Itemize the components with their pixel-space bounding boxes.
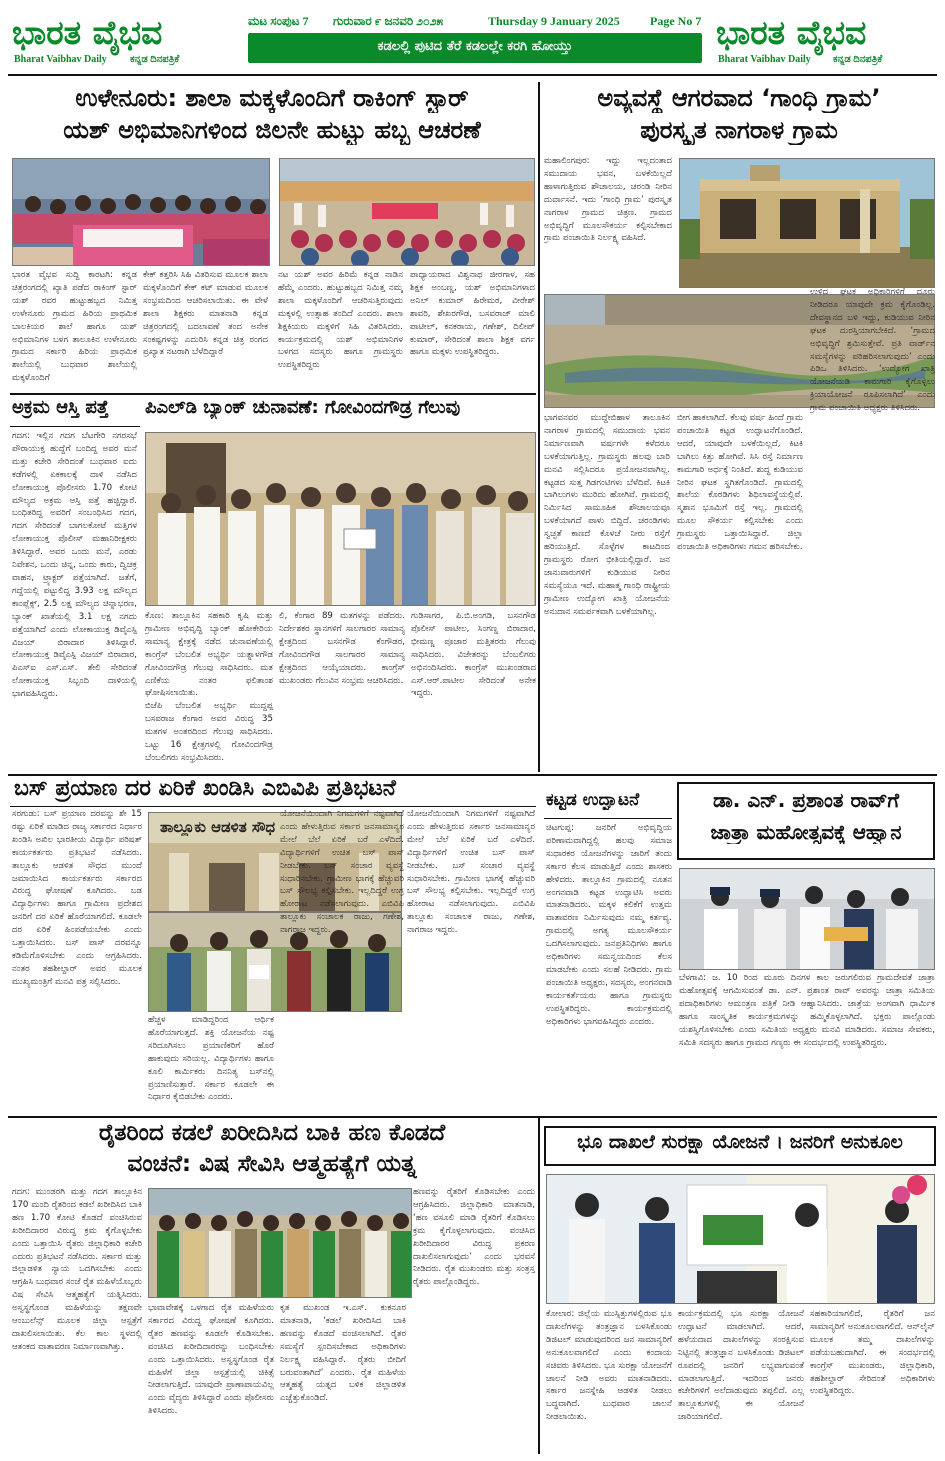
article7-headline-line1: ಡಾ. ಎನ್. ಪ್ರಶಾಂತ ರಾವ್‌ಗೆ (712, 788, 900, 812)
column-divider (538, 82, 540, 772)
article7-headline-line2: ಜಾತ್ರಾ ಮಹೋತ್ಸವಕ್ಕೆ ಆಹ್ವಾನ (710, 820, 902, 844)
article8-headline-line1: ರೈತರಿಂದ ಕಡಲೆ ಖರೀದಿಸಿದ ಬಾಕಿ ಹಣ ಕೊಡದೆ (98, 1120, 446, 1146)
article4-headline-line2: ಪುರಸ್ಕೃತ ನಾಗರಾಳ ಗ್ರಾಮ (640, 116, 838, 144)
article2-body: ಗದಗ: ಇಲ್ಲಿನ ಗದಗ ಬೆಟಗೇರಿ ನಗರಸಭೆ ಪೌರಾಯುಕ್ತ ಹುದ್ದೆಗೆ ಬಂದಿದ್ದ ಅವರ ಮನೆ ಮತ್ತು ಕಚೇರಿ ಸೇರಿದಂತೆ ಬುಧವಾರ ಐದು ಕಡೆಗಳಲ್ಲಿ ಏಕಕಾಲಕ್ಕೆ ದಾಳಿ ನಡೆಸಿದ ಲೋಕಾಯುಕ್ತ ಪೊಲೀಸರು 1.70 ಕೋಟಿ ಮೌಲ್ಯದ ಅಕ್ರಮ ಆಸ್ತಿ ಪತ್ತೆ ಹಚ್ಚಿದ್ದಾರೆ. ಬಂಧಿತರಿದ್ದ ಅವರಿಗೆ ಸಂಬಂಧಿಸಿದ ಗದಗ, ಗದಗ ಸೇರಿದಂತೆ ಬಾಗಲಕೋಟೆ ಮತ್ತಿಗಳ ಲೋಕಾಯುಕ್ತ ಪೊಲೀಸ್ ಮಹಾನಿರೀಕ್ಷಕರು ತಿಳಿಸಿದ್ದಾರೆ. ಅವರ ಒಂದು ಮನೆ, ಎರಡು ನಿವೇಶನ, ಒಂದು ಚಿನ್ನ, ಒಂದು ಕಾರು, ದ್ವಿಚಕ್ರ ವಾಹನ, ಟ್ರ್ಯಾಕ್ಟರ್ ಪತ್ತೆಯಾಗಿದೆ. ಜತೆಗೆ, ಗದ್ದೆಯಲ್ಲಿ ಪಟ್ಟುಲಿದ್ದ 3.93 ಲಕ್ಷ ಮೌಲ್ಯದ ಕಾಂಪ್ಲೆಕ್ಸ್, 2.5 ಲಕ್ಷ ಮೌಲ್ಯದ ಚಿನ್ನಾಭರಣ, ಬ್ಯಾಂಕ್ ಖಾತೆಯಲ್ಲಿ 3.1 ಲಕ್ಷ ನಗದು ಪತ್ತೆಯಾಗಿದೆ ಎಂದು ಲೋಕಾಯುಕ್ತ ಡಿವೈಎಸ್ಪಿ ವಿಜಯ್ ಬಿರಾದಾರ ತಿಳಿಸಿದ್ದಾರೆ. ಲೋಕಾಯುಕ್ತ ಡಿವೈಎಸ್ಪಿ ವಿಜಯ್ ಬಿರಾದಾರ, ಪಿಎಸ್ಐ ಎಸ್.ಎಸ್. ತೇಲಿ ಸೇರಿದಂತೆ ಲೋಕಾಯುಕ್ತ ಸಿಬ್ಬಂದಿ ದಾಳಿಯಲ್ಲಿ ಭಾಗವಹಿಸಿದ್ದರು. (12, 431, 137, 700)
lower-column-divider (538, 1118, 540, 1454)
volume-label: ಮಟ ಸಂಪುಟ 7 (248, 14, 309, 28)
article6-body: ಚಿಟಗುಪ್ಪ: ಜನರಿಗೆ ಅಭಿವೃದ್ಧಿಯ ಪರಿಣಾಮವಾಗಿದ್ದಲ್ಲಿ ಹಲವು ಸಮಾಜ ಸುಧಾರಕರ ಯೋಜನೆಗಳನ್ನು ಜಾರಿಗೆ ತಂದು ಸರ್ಕಾರ ಕೆಲಸ ಮಾಡುತ್ತಿದೆ ಎಂದು ಶಾಸಕರು ಹೇಳಿದರು. ತಾಲ್ಲೂಕಿನ ಗ್ರಾಮದಲ್ಲಿ ನೂತನ ಅಂಗನವಾಡಿ ಕಟ್ಟಡ ಉದ್ಘಾಟಿಸಿ ಅವರು ಮಾತನಾಡಿದರು. ಮಕ್ಕಳ ಕಲಿಕೆಗೆ ಉತ್ತಮ ವಾತಾವರಣ ನಿರ್ಮಿಸುವುದು ನಮ್ಮ ಕರ್ತವ್ಯ. ಗ್ರಾಮದಲ್ಲಿ ಅಗತ್ಯ ಮೂಲಸೌಕರ್ಯ ಒದಗಿಸಲಾಗುವುದು. ಜನಪ್ರತಿನಿಧಿಗಳು ಹಾಗೂ ಅಧಿಕಾರಿಗಳು ಸಮನ್ವಯದಿಂದ ಕೆಲಸ ಮಾಡಬೇಕು ಎಂದು ಸಲಹೆ ನೀಡಿದರು. ಗ್ರಾಮ ಪಂಚಾಯಿತಿ ಅಧ್ಯಕ್ಷರು, ಸದಸ್ಯರು, ಅಂಗನವಾಡಿ ಕಾರ್ಯಕರ್ತೆಯರು ಹಾಗೂ ಗ್ರಾಮಸ್ಥರು ಉಪಸ್ಥಿತರಿದ್ದರು. ಕಾರ್ಯಕ್ರಮದಲ್ಲಿ ಅಧಿಕಾರಿಗಳು ಭಾಗವಹಿಸಿದ್ದರು ಎಂದರು. (546, 823, 672, 1027)
tagline-banner: ಕಡಲಲ್ಲಿ ಪುಟಿದ ತೆರೆ ಕಡಲಲ್ಲೇ ಕರಗಿ ಹೋಯ್ತು (248, 33, 702, 63)
article5-headline: ಬಸ್ ಪ್ರಯಾಣ ದರ ಏರಿಕೆ ಖಂಡಿಸಿ ಎಬಿವಿಪಿ ಪ್ರತಿಭಟನೆ (14, 776, 396, 801)
article1-column3: ನಟ ಯಶ್ ಅವರ ಹಿರಿಮೆ ಕನ್ನಡ ನಾಡಿನ ಹೆಮ್ಮೆ ಎಂದರು. ಹುಟ್ಟುಹಬ್ಬದ ನಿಮಿತ್ತ ನಮ್ಮ ಶಾಲಾ ಮಕ್ಕಳೊಂದಿಗೆ ಆಚರಿಸುತ್ತಿರುವುದು ಮಕ್ಕಳಲ್ಲಿ ಉತ್ಸಾಹ ತಂದಿದೆ ಎಂದರು. ಶಾಲಾ ಶಿಕ್ಷಕಿಯರು ಮಕ್ಕಳಿಗೆ ಸಿಹಿ ವಿತರಿಸಿದರು. ಕಾರ್ಯಕ್ರಮದಲ್ಲಿ ಯಶ್ ಅಭಿಮಾನಿಗಳ ಬಳಗದ ಸದಸ್ಯರು ಹಾಗೂ ಗ್ರಾಮಸ್ಥರು ಉಪಸ್ಥಿತರಿದ್ದರು (278, 270, 403, 371)
article1-column2: ಕೇಕ್ ಕತ್ತರಿಸಿ ಸಿಹಿ ವಿತರಿಸುವ ಮೂಲಕ ಶಾಲಾ ಮಕ್ಕಳೊಂದಿಗೆ ಕೇಕ್ ಕಟ್ ಮಾಡುವ ಮೂಲಕ ಸಂಭ್ರಮದಿಂದ ಆಚರಿಸಲಾಯಿತು. ಈ ವೇಳೆ ಶಾಲಾ ಶಿಕ್ಷಕರು ಮಾತನಾಡಿ ಕನ್ನಡ ಚಿತ್ರರಂಗದಲ್ಲಿ ಬದಲಾವಣೆ ತಂದ ಅನೇಕ ಸಂಕಷ್ಟಗಳನ್ನು ಎದುರಿಸಿ ಕನ್ನಡ ಚಿತ್ರ ರಂಗದ ಪ್ರಖ್ಯಾತ ನಟರಾಗಿ ಬೆಳೆದಿದ್ದಾರೆ (143, 270, 268, 358)
article5-column2: ಹೆಚ್ಚಳ ಮಾಡಿದ್ದರಿಂದ ಆರ್ಥಿಕ ಹೊರೆಯಾಗುತ್ತದೆ. ಶಕ್ತಿ ಯೋಜನೆಯ ನಷ್ಟ ಸರಿದೂಗಿಸಲು ಪ್ರಯಾಣಿಕರಿಗೆ ಹೊರೆ ಹಾಕುವುದು ಸರಿಯಲ್ಲ. ವಿದ್ಯಾರ್ಥಿಗಳು ಹಾಗೂ ಕೂಲಿ ಕಾರ್ಮಿಕರು ದಿನನಿತ್ಯ ಬಸ್‌ನಲ್ಲಿ ಪ್ರಯಾಣಿಸುತ್ತಾರೆ. ಸರ್ಕಾರ ಕೂಡಲೇ ಈ ನಿರ್ಧಾರ ಕೈಬಿಡಬೇಕು ಎಂದರು. (148, 1015, 274, 1103)
article8-photo-protest (148, 1188, 412, 1298)
article1-headline-line1: ಉಳೇನೂರು: ಶಾಲಾ ಮಕ್ಕಳೊಂದಿಗೆ ರಾಕಿಂಗ್ ಸ್ಟಾರ್ (75, 84, 469, 112)
article3-column1: ಕೊಣ: ತಾಲ್ಲೂಕಿನ ಸಹಕಾರಿ ಕೃಷಿ ಮತ್ತು ಗ್ರಾಮೀಣ ಅಭಿವೃದ್ಧಿ ಬ್ಯಾಂಕ್ ಹೋಕೇರಿಯ ಸಾಮಾನ್ಯ ಕ್ಷೇತ್ರಕ್ಕೆ ನಡೆದ ಚುನಾವಣೆಯಲ್ಲಿ ಕಾಂಗ್ರೆಸ್ ಬೆಂಬಲಿತ ಅಭ್ಯರ್ಥಿ ಯತ್ನಾಳಗೌಡ ಗೋವಿಂದಗೌಡ್ರ ಗೆಲುವು ಸಾಧಿಸಿದರು. ಮತ ಎಣಿಕೆಯ ನಂತರ ಫಲಿತಾಂಶ ಘೋಷಿಸಲಾಯಿತು. (145, 611, 273, 698)
article3-photo-winners-group (145, 432, 536, 606)
article8-column4: ಹಣವನ್ನು ರೈತರಿಗೆ ಕೊಡಿಸಬೇಕು ಎಂದು ಆಗ್ರಹಿಸಿದರು. ಜಿಲ್ಲಾಧಿಕಾರಿ ಮಾತನಾಡಿ, ‘ಹಣ ವಸೂಲಿ ಮಾಡಿ ರೈತರಿಗೆ ಕೊಡಿಸಲು ಕ್ರಮ ಕೈಗೊಳ್ಳಲಾಗುವುದು. ವಂಚಿಸಿದ ಖರೀದಿದಾರರ ವಿರುದ್ಧ ಪ್ರಕರಣ ದಾಖಲಿಸಲಾಗುವುದು’ ಎಂದು ಭರವಸೆ ನೀಡಿದರು. ರೈತ ಮುಖಂಡರು ಮತ್ತು ಸಂತ್ರಸ್ತ ರೈತರು ಪಾಲ್ಗೊಂಡಿದ್ದರು. (413, 1187, 535, 1288)
masthead-subtitle-en-right: Bharat Vaibhav Daily (718, 54, 811, 65)
article6-headline-rule (544, 818, 672, 819)
article5-column1: ಸರಗುಡು: ಬಸ್ ಪ್ರಯಾಣ ದರವನ್ನು ಶೇ 15 ರಷ್ಟು ಏರಿಕೆ ಮಾಡಿದ ರಾಜ್ಯ ಸರ್ಕಾರದ ನಿರ್ಧಾರ ಖಂಡಿಸಿ ಅಖಿಲ ಭಾರತೀಯ ವಿದ್ಯಾರ್ಥಿ ಪರಿಷತ್ ಕಾರ್ಯಕರ್ತರು ಪ್ರತಿಭಟನೆ ನಡೆಸಿದರು. ತಾಲ್ಲೂಕು ಆಡಳಿತ ಸೌಧದ ಮುಂದೆ ಜಮಾಯಿಸಿದ ಕಾರ್ಯಕರ್ತರು ಸರ್ಕಾರದ ವಿರುದ್ಧ ಘೋಷಣೆ ಕೂಗಿದರು. ಬಡ ವಿದ್ಯಾರ್ಥಿಗಳು ಹಾಗೂ ಗ್ರಾಮೀಣ ಪ್ರದೇಶದ ಜನರಿಗೆ ದರ ಏರಿಕೆ ಹೊರೆಯಾಗಲಿದೆ. ಕೂಡಲೇ ದರ ಏರಿಕೆ ಹಿಂಪಡೆಯಬೇಕು ಎಂದು ಒತ್ತಾಯಿಸಿದರು. ಬಸ್ ಪಾಸ್ ದರವನ್ನೂ ಕಡಿಮೆಗೊಳಿಸಬೇಕು ಎಂದು ಆಗ್ರಹಿಸಿದರು. ನಂತರ ತಹಶೀಲ್ದಾರ್ ಅವರ ಮೂಲಕ ಮುಖ್ಯಮಂತ್ರಿಗೆ ಮನವಿ ಪತ್ರ ಸಲ್ಲಿಸಿದರು. (12, 809, 142, 987)
masthead-subtitle-en-left: Bharat Vaibhav Daily (14, 54, 107, 65)
masthead-subtitle-kn-right: ಕನ್ನಡ ದಿನಪತ್ರಿಕೆ (833, 54, 883, 65)
article2-headline: ಅಕ್ರಮ ಆಸ್ತಿ ಪತ್ತೆ (12, 397, 109, 418)
masthead-title-right: ಭಾರತ ವೈಭವ (716, 13, 867, 52)
masthead-subtitle-kn-left: ಕನ್ನಡ ದಿನಪತ್ರಿಕೆ (130, 54, 180, 65)
article8-headline-line2: ವಂಚನೆ: ವಿಷ ಸೇವಿಸಿ ಆತ್ಮಹತ್ಯೆಗೆ ಯತ್ನ (127, 1151, 417, 1177)
article7-photo-invitation (679, 868, 935, 970)
article8-column3: ಕೃತ ಮುಖಂಡ ಇ.ಎಸ್. ಕುಕನೂರ ಮಾತನಾಡಿ, ‘ಕಡಲೆ ಖರೀದಿಸಿದ ಬಾಕಿ ಹಣವನ್ನು ಕೊಡದೆ ವಂಚಿಸಲಾಗಿದೆ. ರೈತರ ಸಮಸ್ಯೆಗೆ ಸ್ಪಂದಿಸಬೇಕಾದ ಅಧಿಕಾರಿಗಳು ನಿರ್ಲಕ್ಷ್ಯ ವಹಿಸಿದ್ದಾರೆ. ರೈತರು ಬೀದಿಗೆ ಬರುವಂತಾಗಿದೆ’ ಎಂದರು. ರೈತ ಮಹಿಳೆಯ ಆತ್ಮಹತ್ಯೆ ಯತ್ನದ ಬಳಿಕ ಜಿಲ್ಲಾಡಳಿತ ಎಚ್ಚೆತ್ತುಕೊಂಡಿದೆ. (280, 1303, 406, 1404)
date-english: Thursday 9 January 2025 (488, 14, 620, 28)
article9-column1: ಕೋಲಾರ: ಜಿಲ್ಲೆಯ ಮುಸ್ಸಿತ್ತುಗಳಲ್ಲಿರುವ ಭೂ ದಾಖಲೆಗಳನ್ನು ತಂತ್ರಜ್ಞಾನ ಬಳಸಿಕೊಂಡು ಡಿಜಿಟಲ್ ಮಾಡುವುದರಿಂದ ಜನ ಸಾಮಾನ್ಯರಿಗೆ ಅನುಕೂಲವಾಗಲಿದೆ ಎಂದು ಕಂದಾಯ ಸಚಿವರು ತಿಳಿಸಿದರು. ಭೂ ಸುರಕ್ಷಾ ಯೋಜನೆಗೆ ಚಾಲನೆ ನೀಡಿ ಅವರು ಮಾತನಾಡಿದರು. ಸರ್ಕಾರ ಜನಸ್ನೇಹಿ ಆಡಳಿತ ನೀಡಲು ಬದ್ಧವಾಗಿದೆ. ಬುಧವಾರ ಚಾಲನೆ ನೀಡಲಾಯಿತು. (546, 1309, 672, 1423)
article4-lead: ಮಹಾಲಿಂಗಪುರ: ಇದ್ದು ಇಲ್ಲದಂತಾದ ಸಮುದಾಯ ಭವನ, ಬಳಕೆಯಿಲ್ಲದೆ ಹಾಳಾಗುತ್ತಿರುವ ಶೌಚಾಲಯ, ಚರಂಡಿ ನೀರಿನ ದುರ್ವಾಸನೆ. ಇದು ‘ಗಾಂಧಿ ಗ್ರಾಮ’ ಪುರಸ್ಕೃತ ನಾಗರಾಳ ಗ್ರಾಮದ ಚಿತ್ರಣ. ಗ್ರಾಮದ ಅಭಿವೃದ್ಧಿಗೆ ಮೂಲಸೌಕರ್ಯ ಕಲ್ಪಿಸಬೇಕಾದ ಗ್ರಾಮ ಪಂಚಾಯಿತಿ ನಿರ್ಲಕ್ಷ್ಯ ವಹಿಸಿದೆ. (544, 156, 672, 244)
article4-headline-line1: ಅವ್ಯವಸ್ಥೆ ಆಗರವಾದ ‘ಗಾಂಧಿ ಗ್ರಾಮ’ (597, 84, 881, 112)
article3-headline: ಪಿಎಲ್‌ಡಿ ಬ್ಯಾಂಕ್ ಚುನಾವಣೆ: ಗೋವಿಂದಗೌಡ್ರ ಗೆಲುವು (145, 397, 461, 418)
article1-column1: ಭಾರತ ವೈಭವ ಸುದ್ದಿ ಕಾರಟಗಿ: ಕನ್ನಡ ಚಿತ್ರರಂಗದಲ್ಲಿ ಖ್ಯಾತಿ ಪಡೆದ ರಾಕಿಂಗ್ ಸ್ಟಾರ್ ಯಶ್ ರವರ ಹುಟ್ಟುಹಬ್ಬದ ನಿಮಿತ್ತ ಉಳೇನೂರು ಗ್ರಾಮದ ಹಿರಿಯ ಪ್ರಾಥಮಿಕ ಬಾಲಕಿಯರ ಶಾಲೆ ಹಾಗೂ ಯಶ್ ಅಭಿಮಾನಿಗಳ ಬಳಗ ತಾಲೂಕಿನ ಉಳೇನೂರು ಗ್ರಾಮದ ಸರ್ಕಾರಿ ಹಿರಿಯ ಪ್ರಾಥಮಿಕ ಶಾಲೆಯಲ್ಲಿ ಬುಧವಾರ ಶಾಲೆಯಲ್ಲಿ ಮಕ್ಕಳೊಂದಿಗೆ (12, 270, 137, 384)
article7-body: ಬೆಳಗಾವಿ: ಜ. 10 ರಿಂದ ಮೂರು ದಿನಗಳ ಕಾಲ ಜರುಗಲಿರುವ ಗ್ರಾಮದೇವತೆ ಜಾತ್ರಾ ಮಹೋತ್ಸವಕ್ಕೆ ಆಗಮಿಸುವಂತೆ ಡಾ. ಎನ್. ಪ್ರಶಾಂತ ರಾವ್ ಅವರನ್ನು ಜಾತ್ರಾ ಸಮಿತಿಯ ಪದಾಧಿಕಾರಿಗಳು ಆಮಂತ್ರಣ ಪತ್ರಿಕೆ ನೀಡಿ ಆಹ್ವಾನಿಸಿದರು. ಜಾತ್ರೆಯ ಅಂಗವಾಗಿ ಧಾರ್ಮಿಕ ಹಾಗೂ ಸಾಂಸ್ಕೃತಿಕ ಕಾರ್ಯಕ್ರಮಗಳನ್ನು ಹಮ್ಮಿಕೊಳ್ಳಲಾಗಿದೆ. ಭಕ್ತರು ಪಾಲ್ಗೊಂಡು ಯಶಸ್ವಿಗೊಳಿಸಬೇಕು ಎಂದು ಸಮಿತಿಯ ಅಧ್ಯಕ್ಷರು ಮನವಿ ಮಾಡಿದರು. ಸಮಾಜ ಸೇವಕರು, ಸಮಿತಿ ಸದಸ್ಯರು ಹಾಗೂ ಗ್ರಾಮದ ಗಣ್ಯರು ಈ ಸಂದರ್ಭದಲ್ಲಿ ಉಪಸ್ಥಿತರಿದ್ದರು. (679, 973, 935, 1048)
article3-column2: ಬಿಜೆಪಿ ಬೆಂಬಲಿತ ಅಭ್ಯರ್ಥಿ ಮುದ್ದಪ್ಪ ಬಸವರಾಜ ಕೆಂಗಾರ ಅವರ ವಿರುದ್ಧ 35 ಮತಗಳ ಅಂತರದಿಂದ ಗೆಲುವು ಸಾಧಿಸಿದರು. ಒಟ್ಟು 16 ಕ್ಷೇತ್ರಗಳಲ್ಲಿ ಗೋವಿಂದಗೌಡ್ರ ಬೆಂಬಲಿಗರು ಸಂಭ್ರಮಿಸಿದರು. (145, 701, 273, 763)
article5-photo-sign-text: ತಾಲ್ಲೂಕು ಆಡಳಿತ ಸೌಧ (160, 818, 276, 836)
article8-column2: ಭಾವಾವೇಶಕ್ಕೆ ಒಳಗಾದ ರೈತ ಮಹಿಳೆಯರು ಸರ್ಕಾರದ ವಿರುದ್ಧ ಘೋಷಣೆ ಕೂಗಿದರು. ರೈತರ ಹಣವನ್ನು ಕೂಡಲೇ ಕೊಡಿಸಬೇಕು. ವಂಚಿಸಿದ ಖರೀದಿದಾರರನ್ನು ಬಂಧಿಸಬೇಕು ಎಂದು ಒತ್ತಾಯಿಸಿದರು. ಅಸ್ವಸ್ಥಗೊಂಡ ರೈತ ಮಹಿಳೆಗೆ ಜಿಲ್ಲಾ ಆಸ್ಪತ್ರೆಯಲ್ಲಿ ಚಿಕಿತ್ಸೆ ನೀಡಲಾಗುತ್ತಿದೆ. ಯಾವುದೇ ಪ್ರಾಣಾಪಾಯವಿಲ್ಲ ಎಂದು ವೈದ್ಯರು ತಿಳಿಸಿದ್ದಾರೆ ಎಂದು ಪೊಲೀಸರು ತಿಳಿಸಿದರು. (148, 1303, 274, 1417)
article1-bottom-rule (10, 393, 536, 395)
article9-column3: ಸಹಕಾರಿಯಾಗಲಿದೆ, ರೈತರಿಗೆ ಜನ ಸಾಮಾನ್ಯರಿಗೆ ಅನುಕೂಲವಾಗಲಿದೆ. ಆನ್‌ಲೈನ್ ಮೂಲಕ ತಮ್ಮ ದಾಖಲೆಗಳನ್ನು ಪಡೆಯಬಹುದಾಗಿದೆ. ಈ ಸಂದರ್ಭದಲ್ಲಿ ಕಾಂಗ್ರೆಸ್ ಮುಖಂಡರು, ಜಿಲ್ಲಾಧಿಕಾರಿ, ತಹಶೀಲ್ದಾರ್ ಸೇರಿದಂತೆ ಅಧಿಕಾರಿಗಳು ಉಪಸ್ಥಿತರಿದ್ದರು. (810, 1309, 935, 1397)
article6-headline: ಕಟ್ಟಡ ಉದ್ಘಾಟನೆ (546, 790, 640, 810)
article1-column4: ಪಾಧ್ಯಾಯರಾದ ವಿಶ್ವನಾಥ ಜೀರಗಾಳ, ಸಹ ಶಿಕ್ಷಕ ಅಂಬಣ್ಣ, ಯಶ್ ಅಭಿಮಾನಿಗಳಾದ ಅನಿಲ್ ಕುಮಾರ್ ಹಿರೇಮಠ, ವೀರೇಶ್ ಶಾವರಿ, ಶೇಖರಗೌಡ, ಬಸವರಾಜ್ ಮಾಲಿ ಪಾಟೀಲ್, ಕನಕರಾಯ, ಗಣೇಶ್, ದಿಲೀಪ್ ಕುಮಾರ್, ಸೇರಿದಂತೆ ಶಾಲಾ ಶಿಕ್ಷಕ ವರ್ಗ ಹಾಗೂ ಮಕ್ಕಳು ಉಪಸ್ಥಿತರಿದ್ದರು. (410, 270, 535, 358)
masthead-title-left: ಭಾರತ ವೈಭವ (12, 13, 163, 52)
article5-column3b: ಯೋಜನೆಯಿಂದಾಗಿ ನಿಗಮಗಳಿಗೆ ನಷ್ಟವಾಗಿದೆ ಎಂದು ಹೇಳುತ್ತಿರುವ ಸರ್ಕಾರ ಜನಸಾಮಾನ್ಯರ ಮೇಲೆ ಬೆಲೆ ಏರಿಕೆ ಬರೆ ಎಳೆದಿದೆ. ವಿದ್ಯಾರ್ಥಿಗಳಿಗೆ ಉಚಿತ ಬಸ್ ಪಾಸ್ ನೀಡಬೇಕು. ಬಸ್ ಸಂಚಾರ ವ್ಯವಸ್ಥೆ ಸುಧಾರಿಸಬೇಕು. ಗ್ರಾಮೀಣ ಭಾಗಕ್ಕೆ ಹೆಚ್ಚುವರಿ ಬಸ್ ಸೌಲಭ್ಯ ಕಲ್ಪಿಸಬೇಕು. ಇಲ್ಲದಿದ್ದರೆ ಉಗ್ರ ಹೋರಾಟ ನಡೆಸಲಾಗುವುದು. ಎಬಿವಿಪಿ ತಾಲ್ಲೂಕು ಸಂಚಾಲಕ ರಾಜು, ಗಣೇಶ, ನಾಗರಾಜ ಇದ್ದರು. (407, 809, 535, 936)
article1-photo-students-ground (279, 158, 535, 266)
article4-column1: ಭಾಗವನವರ ಮುದ್ದೇಬಿಹಾಳ ತಾಲೂಕಿನ ನಾಗರಾಳ ಗ್ರಾಮದಲ್ಲಿ ಸಮುದಾಯ ಭವನ ನಿರ್ಮಾಣವಾಗಿ ವರ್ಷಗಳೇ ಕಳೆದರೂ ಬಳಕೆಯಾಗುತ್ತಿಲ್ಲ. ಗ್ರಾಮಸ್ಥರು ಹಲವು ಬಾರಿ ಮನವಿ ಸಲ್ಲಿಸಿದರೂ ಪ್ರಯೋಜನವಾಗಿಲ್ಲ. ಕಟ್ಟಡದ ಸುತ್ತ ಗಿಡಗಂಟಿಗಳು ಬೆಳೆದಿವೆ. ಕಿಟಕಿ ಬಾಗಿಲುಗಳು ಮುರಿದು ಹೋಗಿವೆ. ಗ್ರಾಮದಲ್ಲಿ ನಿರ್ಮಿಸಿದ ಸಾಮೂಹಿಕ ಶೌಚಾಲಯವೂ ಬಳಕೆಯಾಗದೆ ಪಾಳು ಬಿದ್ದಿದೆ. ಚರಂಡಿಗಳು ಸ್ವಚ್ಛತೆ ಕಾಣದೆ ಕೊಳಚೆ ನೀರು ರಸ್ತೆಗೆ ಹರಿಯುತ್ತಿದೆ. ಸೊಳ್ಳೆಗಳ ಕಾಟದಿಂದ ಗ್ರಾಮಸ್ಥರು ರೋಗ ಭೀತಿಯಲ್ಲಿದ್ದಾರೆ. ಜನ ಜಾನುವಾರುಗಳಿಗೆ ಕುಡಿಯುವ ನೀರಿನ ಸಮಸ್ಯೆಯೂ ಇದೆ. ಮಹಾತ್ಮ ಗಾಂಧಿ ರಾಷ್ಟ್ರೀಯ ಗ್ರಾಮೀಣ ಉದ್ಯೋಗ ಖಾತ್ರಿ ಯೋಜನೆಯ ಅನುದಾನ ಸಮರ್ಪಕವಾಗಿ ಬಳಕೆಯಾಗಿಲ್ಲ. (544, 413, 670, 617)
article3-column4: ಗುಡಿಸಾಗರ, ಪಿ.ಬಿ.ಅಂಗಡಿ, ಬಸನಗೌಡ ಪೊಲೀಸ್ ಪಾಟೀಲ, ಸಿಂಗಣ್ಣ ಬಿರಾದಾರ, ಭೀಮಣ್ಣ ಪೂಜಾರ ಮತ್ತಿತರರು ಗೆಲುವು ಸಾಧಿಸಿದರು. ವಿಜೇತರನ್ನು ಬೆಂಬಲಿಗರು ಅಭಿನಂದಿಸಿದರು. ಕಾಂಗ್ರೆಸ್ ಮುಖಂಡರಾದ ಎಸ್.ಆರ್.ಪಾಟೀಲ ಸೇರಿದಂತೆ ಅನೇಕ ಇದ್ದರು. (411, 611, 536, 699)
article1-headline-line2: ಯಶ್ ಅಭಿಮಾನಿಗಳಿಂದ ಜಿಲನೇ ಹುಟ್ಟು ಹಬ್ಬ ಆಚರಣೆ (63, 116, 481, 144)
masthead-rule (8, 74, 937, 76)
article4-column3: ಉಳಿದ ಘಟಕ ಅಧಿಕಾರಿಗಳಿಗೆ ದೂರು ನೀಡಿದರೂ ಯಾವುದೇ ಕ್ರಮ ಕೈಗೊಂಡಿಲ್ಲ. ದೇವಸ್ಥಾನದ ಬಳಿ ಇದ್ದು, ಕುಡಿಯುವ ನೀರಿನ ಘಟಕ ದುರಸ್ತಿಯಾಗಬೇಕಿದೆ. ‘ಗ್ರಾಮದ ಅಭಿವೃದ್ಧಿಗೆ ಶ್ರಮಿಸುತ್ತೇವೆ. ಪ್ರತಿ ವಾರ್ಡ್‌ನ ಸಮಸ್ಯೆಗಳನ್ನು ಪರಿಹರಿಸಲಾಗುವುದು’ ಎಂದು ಪಿಡಿಒ ತಿಳಿಸಿದರು. ‘ಉದ್ಯೋಗ ಖಾತ್ರಿ ಯೋಜನೆಯಡಿ ಕಾಮಗಾರಿ ಕೈಗೊಳ್ಳಲು ಕ್ರಿಯಾಯೋಜನೆ ರೂಪಿಸಲಾಗಿದೆ’ ಎಂದು ಗ್ರಾಮ ಪಂಚಾಯಿತಿ ಅಧ್ಯಕ್ಷರು ತಿಳಿಸಿದರು. (810, 287, 935, 414)
article5-headline-rule (10, 806, 536, 807)
page-number: Page No 7 (650, 14, 702, 28)
article9-headline: ಭೂ ದಾಖಲೆ ಸುರಕ್ಷಾ ಯೋಜನೆ । ಜನರಿಗೆ ಅನುಕೂಲ (577, 1131, 903, 1153)
article8-column1: ಗದಗ: ಮುಂಡರಗಿ ಮತ್ತು ಗದಗ ತಾಲ್ಲೂಕಿನ 170 ಮಂದಿ ರೈತರಿಂದ ಕಡಲೆ ಖರೀದಿಸಿದ ಬಾಕಿ ಹಣ 1.70 ಕೋಟಿ ಕೊಡದೆ ವಂಚಿಸಿರುವ ಖರೀದಿದಾರರ ವಿರುದ್ಧ ಕ್ರಮ ಕೈಗೊಳ್ಳಬೇಕು ಎಂದು ಒತ್ತಾಯಿಸಿ ರೈತರು ಜಿಲ್ಲಾಧಿಕಾರಿ ಕಚೇರಿ ಎದುರು ಪ್ರತಿಭಟನೆ ನಡೆಸಿದರು. ಸರ್ಕಾರ ಮತ್ತು ಜಿಲ್ಲಾಡಳಿತ ನ್ಯಾಯ ಒದಗಿಸಬೇಕು ಎಂದು ಆಗ್ರಹಿಸಿ ಬುಧವಾರ ಸಂಜೆ ರೈತ ಮಹಿಳೆಯೊಬ್ಬರು ವಿಷ ಸೇವಿಸಿ ಆತ್ಮಹತ್ಯೆಗೆ ಯತ್ನಿಸಿದರು. ಅಸ್ವಸ್ಥಗೊಂಡ ಮಹಿಳೆಯನ್ನು ತಕ್ಷಣವೇ ಆಂಬುಲೆನ್ಸ್ ಮೂಲಕ ಜಿಲ್ಲಾ ಆಸ್ಪತ್ರೆಗೆ ದಾಖಲಿಸಲಾಯಿತು. ಕೆಲ ಕಾಲ ಸ್ಥಳದಲ್ಲಿ ಆತಂಕದ ವಾತಾವರಣ ನಿರ್ಮಾಣವಾಗಿತ್ತು. (12, 1187, 142, 1352)
lower-rule (8, 1116, 937, 1118)
masthead (0, 0, 945, 80)
article2-headline-rule (10, 426, 140, 427)
article4-column2: ಬೀಗ ಹಾಕಲಾಗಿದೆ. ಕೆಲವು ವರ್ಷ ಹಿಂದೆ ಗ್ರಾಮ ಪಂಚಾಯಿತಿ ಕಟ್ಟಡ ಉದ್ಘಾಟನೆಗೊಂಡಿದೆ. ಆದರೆ, ಯಾವುದೇ ಬಳಕೆಯಿಲ್ಲದೆ, ಕಿಟಕಿ ಬಾಗಿಲು ಕಿತ್ತು ಹೋಗಿವೆ. ಸಿಸಿ ರಸ್ತೆ ನಿರ್ಮಾಣ ಕಾಮಗಾರಿ ಅರ್ಧಕ್ಕೆ ನಿಂತಿದೆ. ಶುದ್ಧ ಕುಡಿಯುವ ನೀರಿನ ಘಟಕ ಸ್ಥಗಿತಗೊಂಡಿದೆ. ಗ್ರಾಮದಲ್ಲಿ ಶಾಲೆಯ ಕೊಠಡಿಗಳು ಶಿಥಿಲಾವಸ್ಥೆಯಲ್ಲಿವೆ. ಸ್ಮಶಾನ ಭೂಮಿಗೆ ರಸ್ತೆ ಇಲ್ಲ. ಗ್ರಾಮದಲ್ಲಿ ಮೂಲ ಸೌಕರ್ಯ ಕಲ್ಪಿಸಬೇಕು ಎಂದು ಗ್ರಾಮಸ್ಥರು ಒತ್ತಾಯಿಸಿದ್ದಾರೆ. ಜಿಲ್ಲಾ ಪಂಚಾಯಿತಿ ಅಧಿಕಾರಿಗಳು ಗಮನ ಹರಿಸಬೇಕು. (677, 413, 803, 553)
article9-photo-launch-event (546, 1174, 935, 1304)
article9-column2: ಕಾರ್ಯಕ್ರಮದಲ್ಲಿ ಭೂ ಸುರಕ್ಷಾ ಯೋಜನೆ ಉದ್ಘಾಟನೆ ಮಾಡಲಾಗಿದೆ. ಆದರೆ, ಹಳೆಯದಾದ ದಾಖಲೆಗಳನ್ನು ಸಂರಕ್ಷಿಸುವ ನಿಟ್ಟಿನಲ್ಲಿ ತಂತ್ರಜ್ಞಾನ ಬಳಸಿಕೊಂಡು ಡಿಜಿಟಲ್ ರೂಪದಲ್ಲಿ ಜನರಿಗೆ ಲಭ್ಯವಾಗುವಂತೆ ಮಾಡಲಾಗುತ್ತಿದೆ. ಇದರಿಂದ ಜನರು ಕಚೇರಿಗಳಿಗೆ ಅಲೆದಾಡುವುದು ತಪ್ಪಲಿದೆ. ಎಲ್ಲ ತಾಲ್ಲೂಕುಗಳಲ್ಲಿ ಈ ಯೋಜನೆ ಜಾರಿಯಾಗಲಿದೆ. (678, 1309, 804, 1423)
date-kannada: ಗುರುವಾರ ೯ ಜನವರಿ ೨೦೨೫ (333, 14, 444, 28)
article3-column3: ಲಿ, ಕೆಂಗಾರ 89 ಮತಗಳನ್ನು ಪಡೆದರು. ನಿರ್ದೇಶಕರ ಸ್ಥಾನಗಳಿಗೆ ಸಾಲಗಾರರ ಸಾಮಾನ್ಯ ಕ್ಷೇತ್ರದಿಂದ ಬಸನಗೌಡ ಕೆಂಗೌಡರ, ಗೋವಿಂದಗೌಡ ಸಾಲಗಾರರ ಸಾಮಾನ್ಯ ಕ್ಷೇತ್ರದಿಂದ ಆಯ್ಕೆಯಾದರು. ಕಾಂಗ್ರೆಸ್ ಮುಖಂಡರು ಗೆಲುವಿನ ಸಂಭ್ರಮ ಆಚರಿಸಿದರು. (279, 611, 405, 686)
article1-photo-children-cake (12, 158, 270, 266)
article4-photo-building (679, 158, 935, 288)
article5-column3: ಯೋಜನೆಯಿಂದಾಗಿ ನಿಗಮಗಳಿಗೆ ನಷ್ಟವಾಗಿದೆ ಎಂದು ಹೇಳುತ್ತಿರುವ ಸರ್ಕಾರ ಜನಸಾಮಾನ್ಯರ ಮೇಲೆ ಬೆಲೆ ಏರಿಕೆ ಬರೆ ಎಳೆದಿದೆ. ವಿದ್ಯಾರ್ಥಿಗಳಿಗೆ ಉಚಿತ ಬಸ್ ಪಾಸ್ ನೀಡಬೇಕು. ಬಸ್ ಸಂಚಾರ ವ್ಯವಸ್ಥೆ ಸುಧಾರಿಸಬೇಕು. ಗ್ರಾಮೀಣ ಭಾಗಕ್ಕೆ ಹೆಚ್ಚುವರಿ ಬಸ್ ಸೌಲಭ್ಯ ಕಲ್ಪಿಸಬೇಕು. ಇಲ್ಲದಿದ್ದರೆ ಉಗ್ರ ಹೋರಾಟ ನಡೆಸಲಾಗುವುದು. ಎಬಿವಿಪಿ ತಾಲ್ಲೂಕು ಸಂಚಾಲಕ ರಾಜು, ಗಣೇಶ, ನಾಗರಾಜ ಇದ್ದರು. (280, 809, 404, 936)
